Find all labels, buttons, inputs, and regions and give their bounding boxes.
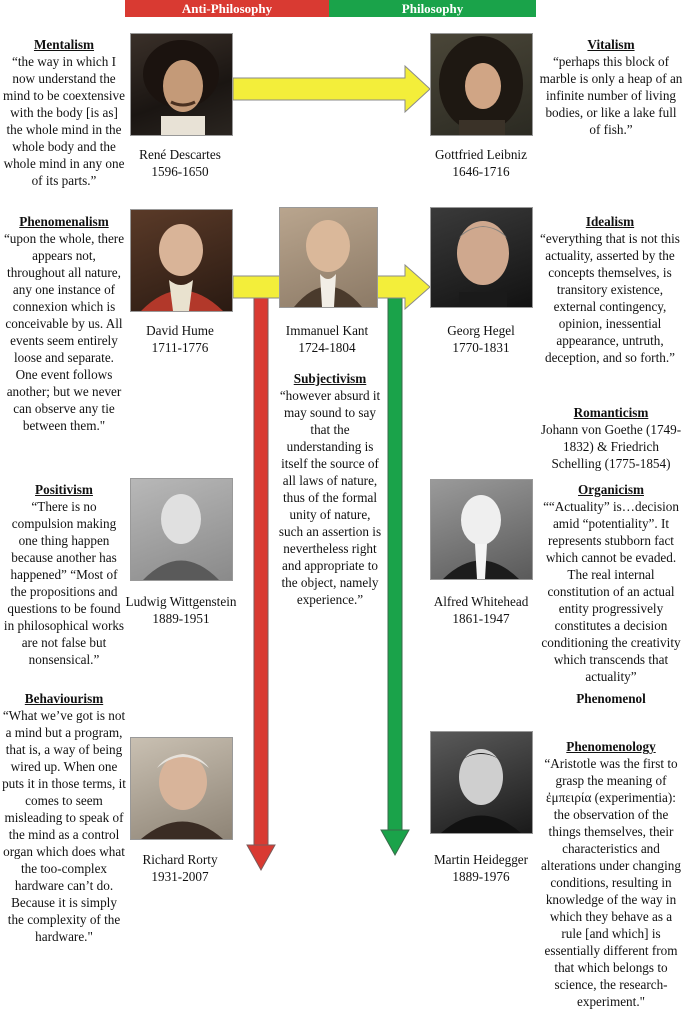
phenomenalism-title: Phenomenalism: [19, 214, 109, 229]
vitalism-title: Vitalism: [587, 37, 635, 52]
vitalism-block: [539, 36, 683, 138]
kant-portrait: [279, 207, 378, 308]
organicism-quote: ““Actuality” is…decision amid “potentiality”. It represents stubborn fact which cannot be evaded. The real internal constitution of an actual entity progressively constitutes a decision conditioning the creativity which transcends that actuality”: [541, 499, 681, 684]
organicism-title: Organicism: [578, 482, 644, 497]
hume-portrait: [130, 209, 233, 312]
leibniz-portrait: [430, 33, 533, 136]
subjectivism-quote: “however absurd it may sound to say that the understanding is itself the source of all laws of nature, thus of the formal unity of nature, such an assertion is nevertheless right and appropriate to the object, namely experience.”: [278, 388, 382, 607]
hume-face-icon: [131, 210, 232, 311]
idealism-quote: “everything that is not this actuality, asserted by the concepts themselves, is transitory existence, external contingency, opinion, inessential appearance, untruth, deception, and so forth.”: [540, 231, 680, 365]
anti-philosophy-header: Anti-Philosophy: [125, 0, 329, 17]
rorty-caption: [120, 851, 240, 885]
romanticism-block: [539, 404, 683, 472]
hegel-name: Georg Hegel: [447, 323, 515, 338]
heidegger-portrait: [430, 731, 533, 834]
phenomenology-title: Phenomenology: [566, 739, 656, 754]
rorty-name: Richard Rorty: [142, 852, 218, 867]
kant-caption: [272, 322, 382, 356]
heidegger-caption: [420, 851, 542, 885]
positivism-title: Positivism: [35, 482, 93, 497]
behaviourism-block: [2, 690, 126, 945]
mentalism-quote: “the way in which I now understand the mind to be coextensive with the body [is as] the whole mind in the whole body and the whole mind in any one of its parts.”: [3, 54, 125, 188]
phenomenology-block: [539, 738, 683, 1010]
phenomenalism-quote: “upon the whole, there appears not, throughout all nature, any one instance of connexion which is conceivable by us. All events seem entirely loose and separate. One event follows another; but we never can observe any tie between them.": [3, 231, 125, 433]
leibniz-dates: 1646-1716: [452, 164, 510, 179]
subjectivism-title: Subjectivism: [293, 371, 367, 386]
wittgenstein-face-icon: [131, 479, 232, 580]
whitehead-dates: 1861-1947: [452, 611, 510, 626]
kant-face-icon: [280, 208, 377, 307]
phenomenology-quote: “Aristotle was the first to grasp the meaning of ἐμπειρία (experimentia): the observation of the things themselves, their characteristics and alterations under changing conditions, resulting in knowledge of the way in which they behave as a rule [and which] is essentially different from that which belongs to science, the research-experiment.": [541, 756, 681, 1009]
rorty-face-icon: [131, 738, 232, 839]
phenomenol-title: Phenomenol: [576, 691, 646, 706]
phenomenol-block: [539, 690, 683, 707]
leibniz-caption: [420, 146, 542, 180]
green-downward-arrow: [381, 290, 409, 855]
vitalism-quote: “perhaps this block of marble is only a heap of an infinite number of living bodies, or like a lake full of fish.”: [539, 54, 683, 137]
hegel-portrait: [430, 207, 533, 308]
hume-name: David Hume: [146, 323, 214, 338]
hume-caption: [120, 322, 240, 356]
hegel-caption: [420, 322, 542, 356]
rorty-dates: 1931-2007: [151, 869, 209, 884]
descartes-caption: [120, 146, 240, 180]
rorty-portrait: [130, 737, 233, 840]
kant-name: Immanuel Kant: [285, 323, 369, 338]
heidegger-face-icon: [431, 732, 532, 833]
hegel-dates: 1770-1831: [452, 340, 510, 355]
hegel-face-icon: [431, 208, 532, 307]
hume-dates: 1711-1776: [151, 340, 209, 355]
mentalism-title: Mentalism: [33, 37, 95, 52]
whitehead-face-icon: [431, 480, 532, 579]
descartes-portrait: [130, 33, 233, 136]
idealism-block: [537, 213, 683, 366]
descartes-name: René Descartes: [139, 147, 221, 162]
wittgenstein-name: Ludwig Wittgenstein: [125, 594, 237, 609]
behaviourism-quote: “What we’ve got is not a mind but a program, that is, a way of being wired up. When one puts it in those terms, it comes to seem misleading to speak of the mind as a control organ which does what the too-complex hardware can’t do. Because it is simply the complexity of the hardware.": [2, 708, 126, 944]
romanticism-title: Romanticism: [573, 405, 649, 420]
whitehead-name: Alfred Whitehead: [433, 594, 529, 609]
kant-dates: 1724-1804: [298, 340, 356, 355]
heidegger-name: Martin Heidegger: [433, 852, 529, 867]
whitehead-caption: [420, 593, 542, 627]
philosophy-header: Philosophy: [329, 0, 536, 17]
leibniz-face-icon: [431, 34, 532, 135]
subjectivism-block: [276, 370, 384, 608]
wittgenstein-portrait: [130, 478, 233, 581]
descartes-face-icon: [131, 34, 232, 135]
positivism-quote: “There is no compulsion making one thing happen because another has happened” “Most of the propositions and questions to be found in philosophical works are not false but nonsensical.”: [3, 499, 125, 667]
behaviourism-title: Behaviourism: [24, 691, 104, 706]
heidegger-dates: 1889-1976: [452, 869, 510, 884]
whitehead-portrait: [430, 479, 533, 580]
wittgenstein-dates: 1889-1951: [152, 611, 210, 626]
romanticism-quote: Johann von Goethe (1749-1832) & Friedrich Schelling (1775-1854): [540, 422, 682, 471]
yellow-arrow-descartes-leibniz: [233, 66, 430, 112]
leibniz-name: Gottfried Leibniz: [435, 147, 527, 162]
red-downward-arrow: [247, 290, 275, 870]
mentalism-block: [2, 36, 126, 189]
idealism-title: Idealism: [585, 214, 635, 229]
phenomenalism-block: [2, 213, 126, 434]
positivism-block: [2, 481, 126, 668]
descartes-dates: 1596-1650: [151, 164, 209, 179]
wittgenstein-caption: [118, 593, 244, 627]
organicism-block: [539, 481, 683, 685]
